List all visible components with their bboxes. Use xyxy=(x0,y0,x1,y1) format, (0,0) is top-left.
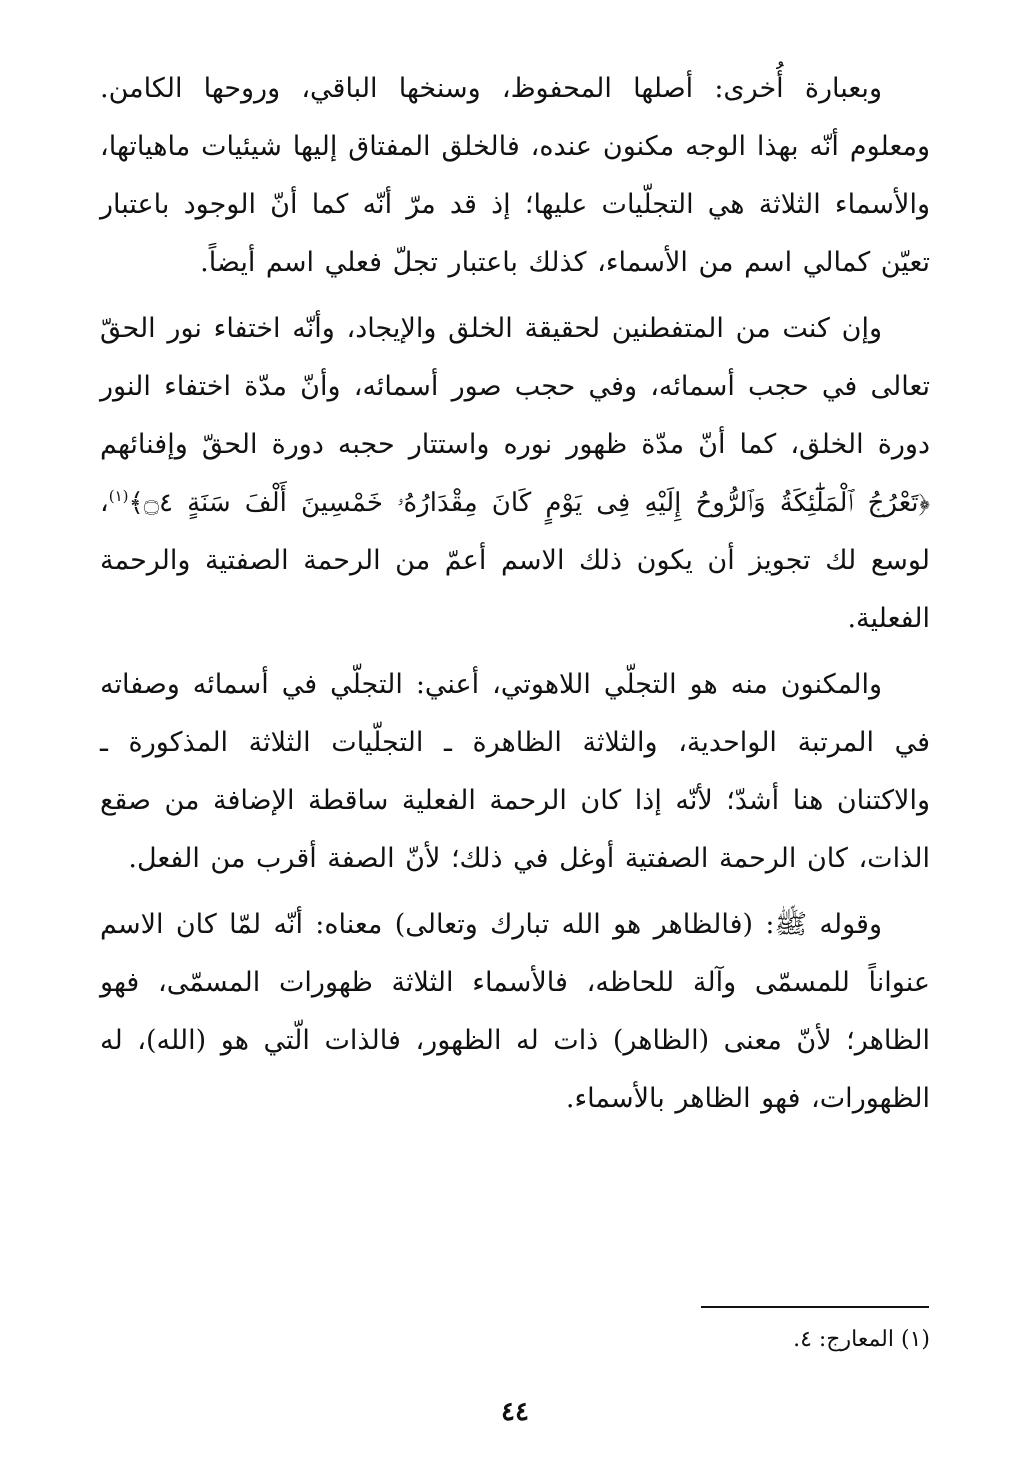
paragraph-3: والمكنون منه هو التجلّي اللاهوتي، أعني: التجلّي في أسمائه وصفاته في المرتبة الواحدية، والثلاثة الظاهرة ـ التجلّيات الثلاثة المذكورة ـ والاكتنان هنا أشدّ؛ لأنّه إذا كان الرحمة الفعلية ساقطة الإضافة من صقع الذات، كان الرحمة الصفتية أوغل في ذلك؛ لأنّ الصفة أقرب من الفعل. xyxy=(100,669,930,874)
paragraph-4: وقوله ﷺ: (فالظاهر هو الله تبارك وتعالى) معناه: أنّه لمّا كان الاسم عنواناً للمسمّى وآلة للحاظه، فالأسماء الثلاثة ظهورات المسمّى، فهو الظاهر؛ لأنّ معنى (الظاهر) ذات له الظهور، فالذات الّتي هو (الله)، له الظهورات، فهو الظاهر بالأسماء. xyxy=(100,909,930,1114)
main-text xyxy=(100,60,930,1128)
page-number: ٤٤ xyxy=(501,1397,529,1427)
paragraph-2 xyxy=(100,300,930,648)
footnote: (١) المعارج: ٤. xyxy=(793,1327,930,1352)
quran-verse: ﴿تَعْرُجُ ٱلْمَلَٰٓئِكَةُ وَٱلرُّوحُ إِلَيْهِ فِى يَوْمٍ كَانَ مِقْدَارُهُۥ خَمْسِينَ أَلْفَ سَنَةٍ ۝٤﴾ xyxy=(128,488,930,518)
footnote-divider xyxy=(701,1306,929,1308)
paragraph-1: وبعبارة أُخرى: أصلها المحفوظ، وسنخها الباقي، وروحها الكامن. ومعلوم أنّه بهذا الوجه مكنون عنده، فالخلق المفتاق إليها شيئيات ماهياتها، والأسماء الثلاثة هي التجلّيات عليها؛ إذ قد مرّ أنّه كما أنّ الوجود باعتبار تعيّن كمالي اسم من الأسماء، كذلك باعتبار تجلّ فعلي اسم أيضاً. xyxy=(100,73,930,278)
paragraph-2-text-after: ، لوسع لك تجويز أن يكون ذلك الاسم أعمّ من الرحمة الصفتية والرحمة الفعلية. xyxy=(100,487,930,634)
footnote-reference[interactable]: (١) xyxy=(108,487,129,505)
paragraph-2-text-before: وإن كنت من المتفطنين لحقيقة الخلق والإيجاد، وأنّه اختفاء نور الحقّ تعالى في حجب أسمائه، وفي حجب صور أسمائه، وأنّ مدّة اختفاء النور دورة الخلق، كما أنّ مدّة ظهور نوره واستتار حجبه دورة الحقّ وإفنائهم xyxy=(100,313,931,460)
